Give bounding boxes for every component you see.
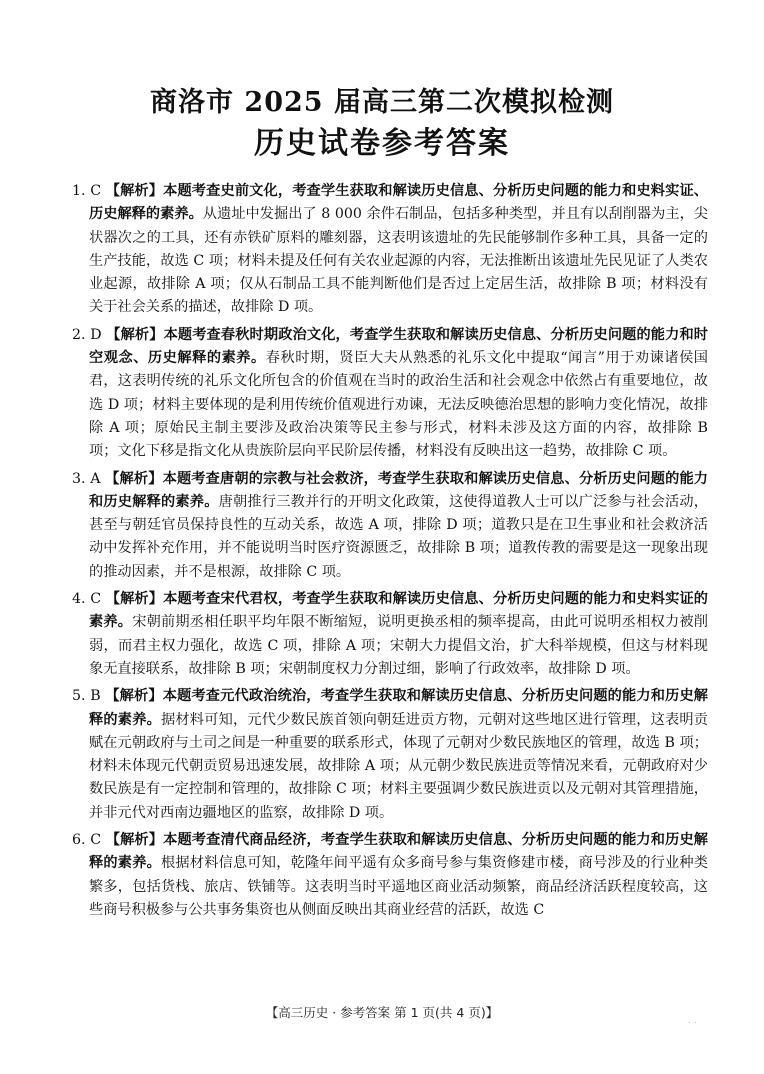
answer-list [72,180,708,926]
answer-text: 宋朝前期丞相任职平均年限不断缩短，说明更换丞相的频率提高，由此可说明丞相权力被削弱，而君主权力强化，故选 C 项，排除 A 项；宋朝大力提倡文治，扩大科举规模，但这与材料现象无直接联系，故排除 B 项；宋朝制度权力分割过细，影响了行政效率，故排除 D 项。 [89,614,708,677]
answer-text: 从遗址中发掘出了 8 000 余件石制品，包括多种类型，并且有以刮削器为主，尖状器次之的工具，还有赤铁矿原料的雕刻器，这表明该遗址的先民能够制作多种工具，具备一定的生产技能，故选 C 项；材料未提及任何有关农业起源的内容，无法推断出该遗址先民见证了人类农业起源，故排除 A 项；仅从石制品工具不能判断他们是否过上定居生活，故排除 B 项；材料没有关于社会关系的描述，故排除 D 项。 [89,206,708,316]
answer-lead: 本题考查春秋时期政治文化，考查学生获取和解读历史信息、分析历史问题的能力和时空观念、历史解释的素养。 [89,326,708,367]
page-subtitle: 历史试卷参考答案 [254,126,510,161]
answer-number: 1. C [72,183,102,199]
answer-lead: 本题考查元代政治统治，考查学生获取和解读历史信息、分析历史问题的能力和历史解释的素养。 [89,688,708,728]
answer-number: 4. C [72,591,102,608]
page-footer: 【高三历史 · 参考答案 第 1 页(共 4 页)】 [265,1005,499,1020]
answer-number: 3. A [72,470,101,487]
analysis-tag: 【解析】 [105,183,164,199]
page-title: 商洛市 2025 届高三第二次模拟检测 [150,87,614,118]
answer-number: 6. C [72,832,102,849]
answer-text: 据材料可知，元代少数民族首领向朝廷进贡方物，元朝对这些地区进行管理，这表明贡赋在元朝政府与土司之间是一种重要的联系形式，体现了元朝对少数民族地区的管理，故选 B 项；材料未体现元代朝贡贸易迅速发展，故排除 A 项；从元朝少数民族进贡等情况来看，元朝政府对少数民族是有一定控制和管理的，故排除 C 项；材料主要强调少数民族进贡以及元朝对其管理措施，并非元代对西南边疆地区的监察，故排除 D 项。 [89,711,708,821]
answer-text: 春秋时期，贤臣大夫从熟悉的礼乐文化中提取“闻言”用于劝谏诸侯国君，这表明传统的礼乐文化所包含的价值观在当时的政治生活和社会观念中依然占有重要地位，故选 D 项；材料主要体现的是利用传统价值观进行劝谏，无法反映德治思想的影响力变化情况，故排除 A 项；原始民主制主要涉及政治决策等民主参与形式，材料未涉及这方面的内容，故排除 B 项；文化下移是指文化从贵族阶层向平民阶层传播，材料没有反映出这一趋势，故排除 C 项。 [89,350,708,460]
answer-item [72,468,708,584]
answer-text: 唐朝推行三教并行的开明文化政策，这使得道教人士可以广泛参与社会活动，甚至与朝廷官员保持良性的互动关系，故选 A 项，排除 D 项；道教只是在卫生事业和社会救济活动中发挥补充作用，并不能说明当时医疗资源匮乏，故排除 B 项；道教传教的需要是这一现象出现的推动因素，并不是根源，故排除 C 项。 [89,493,708,580]
answer-item [72,829,708,922]
answer-number: 2. D [72,326,102,343]
analysis-tag: 【解析】 [105,688,163,705]
answer-lead: 本题考查唐朝的宗教与社会救济，考查学生获取和解读历史信息、分析历史问题的能力和历史解释的素养。 [89,470,708,510]
corner-mark: . . [688,1016,697,1026]
answer-lead: 本题考查史前文化，考查学生获取和解读历史信息、分析历史问题的能力和史料实证、历史解释的素养。 [89,183,708,223]
answer-text: 根据材料信息可知，乾隆年间平遥有众多商号参与集资修建市楼，商号涉及的行业种类繁多，包括货栈、旅店、铁铺等。这表明当时平遥地区商业活动频繁，商品经济活跃程度较高，这些商号积极参与公共事务集资也从侧面反映出其商业经营的活跃，故选 C [89,855,708,918]
answer-item [72,685,708,825]
analysis-tag: 【解析】 [105,470,163,487]
answer-lead: 本题考查宋代君权，考查学生获取和解读历史信息、分析历史问题的能力和史料实证的素养。 [89,591,708,631]
answer-lead: 本题考查清代商品经济，考查学生获取和解读历史信息、分析历史问题的能力和历史解释的素养。 [89,832,708,872]
answer-number: 5. B [72,688,101,705]
analysis-tag: 【解析】 [105,591,164,608]
analysis-tag: 【解析】 [106,326,164,343]
answer-item [72,180,708,320]
answer-item [72,588,708,681]
answer-item [72,324,708,464]
analysis-tag: 【解析】 [105,832,164,849]
